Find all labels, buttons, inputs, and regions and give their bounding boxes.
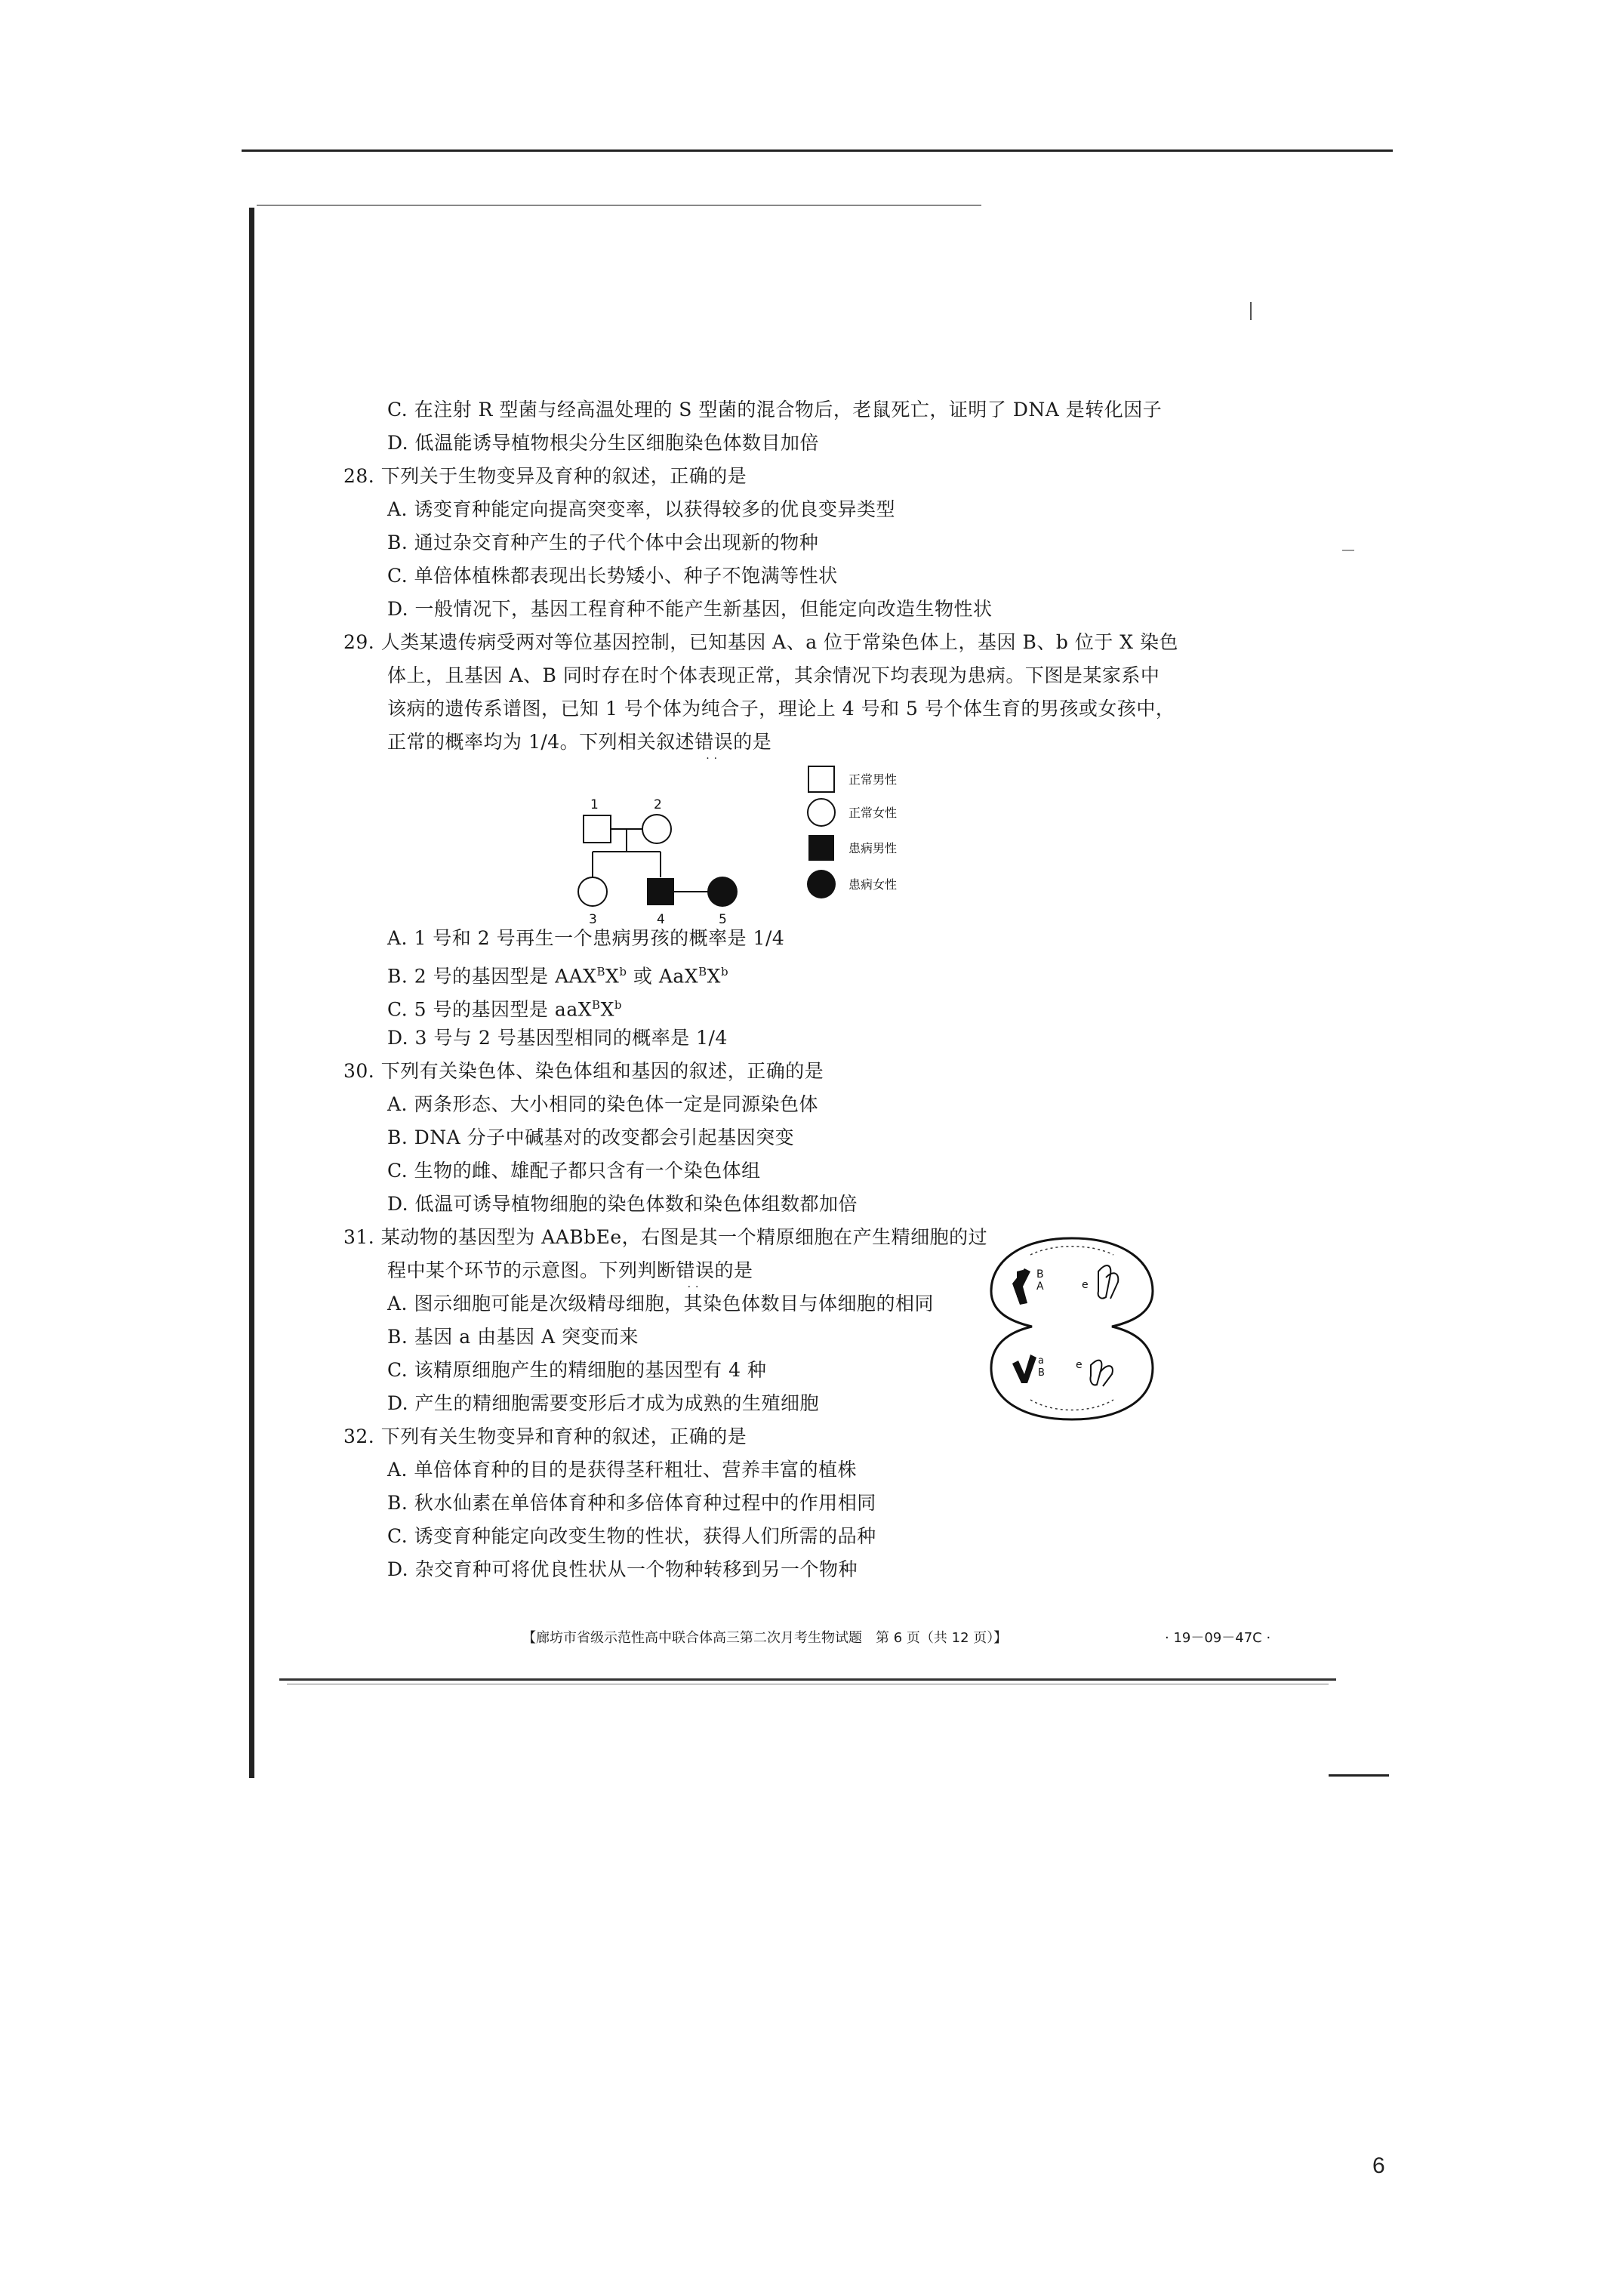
emphasis-mark: 错误 ·· <box>694 731 734 765</box>
legend-normal-male: 正常男性 <box>848 772 898 787</box>
q29-stem-line1: 29. 人类某遗传病受两对等位基因控制，已知基因 A、a 位于常染色体上，基因 B、b 位于 X 染色 <box>343 631 1179 653</box>
gene-label: B <box>1036 1268 1044 1281</box>
q31-option-a: A. 图示细胞可能是次级精母细胞，其染色体数目与体细胞的相同 <box>387 1293 934 1314</box>
q32-stem: 32. 下列有关生物变异和育种的叙述，正确的是 <box>343 1425 747 1447</box>
individual-1-normal-male <box>584 815 611 843</box>
legend-normal-female-symbol <box>808 799 835 826</box>
gene-label: e <box>1076 1359 1083 1371</box>
legend-affected-male: 患病男性 <box>848 841 898 855</box>
individual-2-normal-female <box>642 815 671 843</box>
individual-4-affected-male <box>647 878 674 905</box>
header-rule <box>242 149 1393 152</box>
chromosome-upper-right <box>1098 1265 1111 1298</box>
q28-stem: 28. 下列关于生物变异及育种的叙述，正确的是 <box>343 465 747 487</box>
q30-stem: 30. 下列有关染色体、染色体组和基因的叙述，正确的是 <box>343 1060 824 1082</box>
q32-option-b: B. 秋水仙素在单倍体育种和多倍体育种过程中的作用相同 <box>387 1492 876 1514</box>
q31-stem-line2: 程中某个环节的示意图。下列判断错误 ·· 的是 <box>387 1259 753 1293</box>
legend-normal-female: 正常女性 <box>848 806 898 820</box>
q28-option-c: C. 单倍体植株都表现出长势矮小、种子不饱满等性状 <box>387 565 838 587</box>
spindle-fiber <box>1030 1400 1113 1410</box>
gene-label: e <box>1082 1279 1089 1291</box>
individual-3-normal-female <box>578 877 607 906</box>
pedigree-label-1: 1 <box>590 797 599 812</box>
q31-option-b: B. 基因 a 由基因 A 突变而来 <box>387 1326 639 1348</box>
q28-option-d: D. 一般情况下，基因工程育种不能产生新基因，但能定向改造生物性状 <box>387 598 993 620</box>
scan-border-left <box>249 208 254 1778</box>
scan-mark <box>1250 302 1252 320</box>
q32-option-a: A. 单倍体育种的目的是获得茎秆粗壮、营养丰富的植株 <box>387 1459 857 1481</box>
q28-option-a: A. 诱变育种能定向提高突变率，以获得较多的优良变异类型 <box>387 498 895 520</box>
q29-option-d: D. 3 号与 2 号基因型相同的概率是 1/4 <box>387 1027 728 1049</box>
pedigree-label-5: 5 <box>719 912 727 927</box>
exam-footer: 【廊坊市省级示范性高中联合体高三第二次月考生物试题 第 6 页（共 12 页）】 <box>522 1630 1008 1646</box>
q30-option-d: D. 低温可诱导植物细胞的染色体数和染色体组数都加倍 <box>387 1193 858 1215</box>
q29-option-b: B. 2 号的基因型是 $AAX^BX^b$ 或 $AaX^BX^b$ <box>387 965 729 988</box>
pedigree-label-2: 2 <box>654 797 662 812</box>
gene-label: a <box>1038 1355 1044 1367</box>
q27-option-d: D. 低温能诱导植物根尖分生区细胞染色体数目加倍 <box>387 432 820 454</box>
chromosome-lower-left <box>1012 1354 1036 1383</box>
legend-affected-female: 患病女性 <box>848 877 898 892</box>
pedigree-label-4: 4 <box>657 912 665 927</box>
individual-5-affected-female <box>707 877 738 907</box>
q29-option-c: C. 5 号的基因型是 $aaX^BX^b$ <box>387 998 622 1021</box>
legend-affected-male-symbol <box>808 835 834 861</box>
q31-option-d: D. 产生的精细胞需要变形后才成为成熟的生殖细胞 <box>387 1392 820 1414</box>
scan-mark <box>1329 1774 1389 1777</box>
q29-stem-line3: 该病的遗传系谱图，已知 1 号个体为纯合子，理论上 4 号和 5 号个体生育的男孩或女孩中， <box>387 698 1175 720</box>
exam-code: · 19－09－47C · <box>1165 1630 1271 1646</box>
scan-mark <box>1342 550 1354 551</box>
q30-option-a: A. 两条形态、大小相同的染色体一定是同源染色体 <box>387 1093 818 1115</box>
cell-division-diagram <box>985 1225 1159 1428</box>
q29-stem-line2: 体上，且基因 A、B 同时存在时个体表现正常，其余情况下均表现为患病。下图是某家系中 <box>387 664 1160 686</box>
q32-option-d: D. 杂交育种可将优良性状从一个物种转移到另一个物种 <box>387 1558 858 1580</box>
chromosome-upper-left <box>1017 1270 1023 1299</box>
q27-option-c: C. 在注射 R 型菌与经高温处理的 S 型菌的混合物后，老鼠死亡，证明了 DNA 是转化因子 <box>387 399 1163 421</box>
scan-border-top <box>257 205 981 206</box>
q31-option-c: C. 该精原细胞产生的精细胞的基因型有 4 种 <box>387 1359 767 1381</box>
gene-label: B <box>1038 1367 1045 1379</box>
q29-option-a: A. 1 号和 2 号再生一个患病男孩的概率是 1/4 <box>387 927 785 949</box>
emphasis-mark: 错误 ·· <box>676 1259 715 1293</box>
q32-option-c: C. 诱变育种能定向改变生物的性状，获得人们所需的品种 <box>387 1525 876 1547</box>
gene-label: A <box>1036 1281 1044 1293</box>
q30-option-c: C. 生物的雌、雄配子都只含有一个染色体组 <box>387 1160 761 1182</box>
q31-stem-line1: 31. 某动物的基因型为 AABbEe，右图是其一个精原细胞在产生精细胞的过 <box>343 1226 988 1248</box>
footer-rule <box>279 1678 1336 1681</box>
pedigree-label-3: 3 <box>589 912 597 927</box>
pedigree-diagram <box>559 763 981 929</box>
q29-stem-line4: 正常的概率均为 1/4。下列相关叙述错误 ·· 的是 <box>387 731 772 765</box>
spindle-fiber <box>1030 1247 1113 1255</box>
q28-option-b: B. 通过杂交育种产生的子代个体中会出现新的物种 <box>387 532 819 553</box>
page-number: 6 <box>1372 2153 1385 2178</box>
legend-affected-female-symbol <box>807 870 836 898</box>
q30-option-b: B. DNA 分子中碱基对的改变都会引起基因突变 <box>387 1126 795 1148</box>
legend-normal-male-symbol <box>808 766 834 792</box>
cell-membrane <box>991 1238 1153 1419</box>
